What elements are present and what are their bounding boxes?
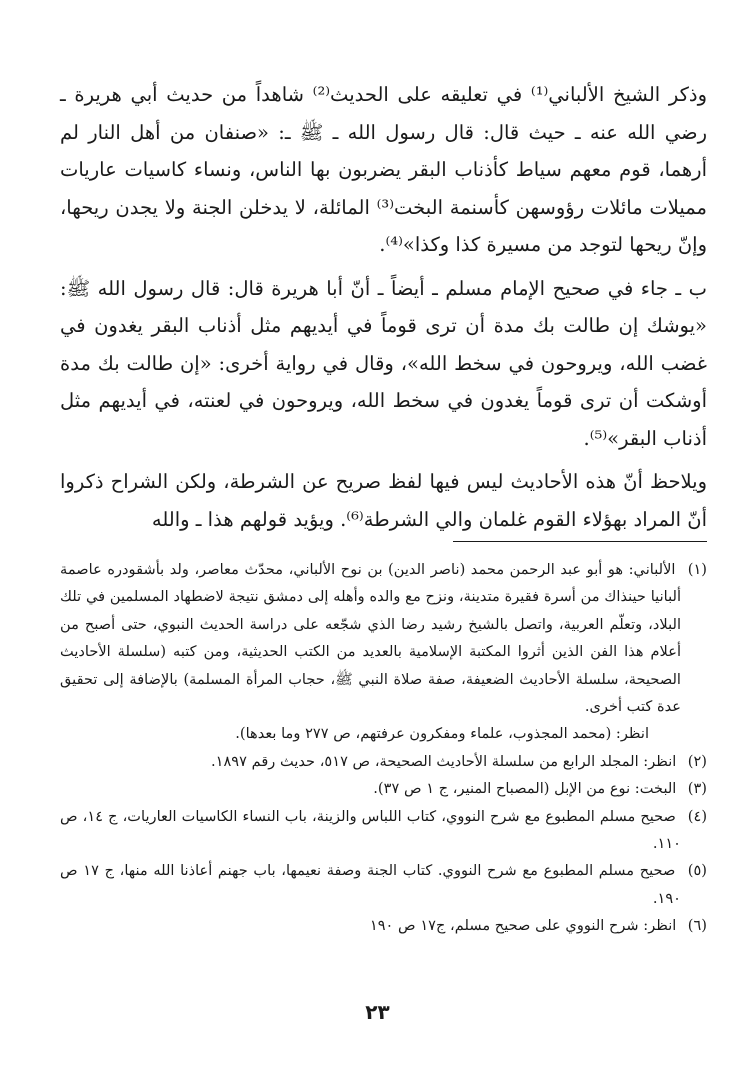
footnote-text: انظر: شرح النووي على صحيح مسلم، ج١٧ ص ١٩٠	[369, 917, 677, 935]
footnote-2	[60, 748, 707, 775]
footnote-text: الألباني: هو أبو عبد الرحمن محمد (ناصر الدين) بن نوح الألباني، محدّث معاصر، ولد بأشقودره عاصمة ألبانيا حينذاك من أسرة فقيرة متدينة، ونزح مع والده وأهله إلى دمشق نتيجة لاضطهاد المسلمين في تلك البلاد، وتعلّم العربية، واتصل بالشيخ رشيد رضا الذي شجّعه على دراسة الحديث النبوي، حتى أصبح من أعلام هذا الفن الذين أثروا المكتبة الإسلامية بالعديد من الكتب الحديثية، ومن كتبه (سلسلة الأحاديث الصحيحة، سلسلة الأحاديث الضعيفة، صفة صلاة النبي ﷺ، حجاب المرأة المسلمة) بالإضافة إلى تحقيق عدة كتب أخرى.	[60, 561, 681, 716]
footnote-text: صحيح مسلم المطبوع مع شرح النووي، كتاب اللباس والزينة، باب النساء الكاسيات العاريات، ج ١٤، ص ١١٠.	[60, 807, 681, 853]
paragraph-1: وذكر الشيخ الألباني⁽¹⁾ في تعليقه على الحديث⁽²⁾ شاهداً من حديث أبي هريرة ـ رضي الله عنه ـ حيث قال: قال رسول الله ـ ﷺ ـ: «صنفان من أهل النار لم أرهما، قوم معهم سياط كأذناب البقر يضربون بها الناس، ونساء كاسيات عاريات مميلات مائلات رؤوسهن كأسنمة البخت⁽³⁾ المائلة، لا يدخلن الجنة ولا يجدن ريحها، وإنّ ريحها لتوجد من مسيرة كذا وكذا»⁽⁴⁾.	[60, 83, 708, 256]
paragraph-2: ب ـ جاء في صحيح الإمام مسلم ـ أيضاً ـ أنّ أبا هريرة قال: قال رسول الله ﷺ: «يوشك إن طالت بك مدة أن ترى قوماً في أيديهم مثل أذناب البقر يغدون في غضب الله، ويروحون في سخط الله»، وقال في رواية أخرى: «إن طالت بك مدة أوشكت أن ترى قوماً يغدون في سخط الله، ويروحون في لعنته، في أيديهم مثل أذناب البقر»⁽⁵⁾.	[60, 276, 707, 450]
footnote-5	[60, 857, 707, 912]
footnote-reference: انظر: (محمد المجذوب، علماء ومفكرون عرفتهم، ص ٢٧٧ وما بعدها).	[235, 725, 649, 743]
footnote-text: البخت: نوع من الإبل (المصباح المنير، ج ١ ص ٣٧).	[373, 780, 677, 798]
footnote-number: (٦)	[687, 917, 707, 935]
footnote-1	[60, 556, 707, 748]
footnote-3	[60, 775, 707, 802]
footnote-6	[60, 912, 707, 939]
footnote-number: (٥)	[687, 862, 707, 880]
footnote-number: (١)	[687, 561, 707, 578]
footnote-text: صحيح مسلم المطبوع مع شرح النووي. كتاب الجنة وصفة نعيمها، باب جهنم أعاذنا الله منها، ج ١٧ ص ١٩٠.	[60, 862, 681, 907]
footnote-text: انظر: المجلد الرابع من سلسلة الأحاديث الصحيحة، ص ٥١٧، حديث رقم ١٨٩٧.	[210, 752, 677, 770]
footnote-4	[60, 803, 708, 858]
footnote-number: (٤)	[687, 807, 708, 825]
footnotes	[60, 556, 707, 940]
page-number: ٢٣	[365, 1000, 390, 1024]
footnote-number: (٢)	[687, 752, 707, 770]
main-text	[60, 76, 707, 538]
footnote-separator	[453, 541, 707, 542]
footnote-number: (٣)	[687, 780, 707, 798]
paragraph-3: ويلاحظ أنّ هذه الأحاديث ليس فيها لفظ صريح عن الشرطة، ولكن الشراح ذكروا أنّ المراد بهؤلاء القوم غلمان والي الشرطة⁽⁶⁾. ويؤيد قولهم هذا ـ والله	[60, 470, 707, 531]
